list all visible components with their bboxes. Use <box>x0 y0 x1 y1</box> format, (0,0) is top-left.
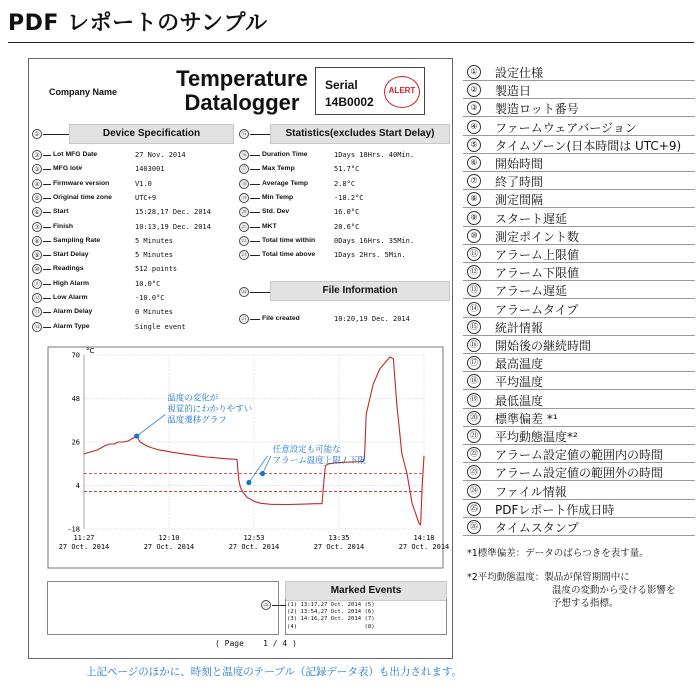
legend-text: 開始時間 <box>495 157 544 171</box>
annotation-text: 温度遷移グラフ <box>167 415 227 426</box>
spec-label: Finish <box>53 222 74 230</box>
marker-1: ① <box>32 129 42 139</box>
spec-value: 10.0°C <box>135 279 161 288</box>
file-info-header: File Information <box>270 281 450 301</box>
legend-number: ⑫ <box>467 265 481 279</box>
x-tick-date: 27 Oct. 2014 <box>228 543 280 551</box>
legend-item <box>463 391 695 409</box>
legend-text: アラームタイプ <box>495 302 579 317</box>
x-tick-time: 12:53 <box>243 534 265 542</box>
stat-label: Total time above <box>262 251 316 259</box>
row-marker: ⑰ <box>240 166 247 174</box>
legend-number: ② <box>467 83 481 97</box>
stat-value: 16.0°C <box>334 208 360 217</box>
legend-text: スタート遅延 <box>495 211 568 226</box>
legend-text: アラーム設定値の範囲内の時間 <box>495 448 664 463</box>
row-marker: ⑨ <box>32 250 42 260</box>
event-line: (2) 13:54,27 Oct. 2014 (6) <box>287 609 375 616</box>
legend-text: 標準偏差 *¹ <box>495 411 558 426</box>
footer-note: 上記ページのほかに、時刻と温度のテーブル（記録データ表）も出力されます。 <box>86 666 463 678</box>
x-tick-time: 14:18 <box>413 534 435 542</box>
leader-line <box>250 292 270 293</box>
legend-number: ⑬ <box>467 283 481 297</box>
y-tick-label: 48 <box>71 395 80 403</box>
spec-value: 15:28,17 Dec. 2014 <box>135 208 211 217</box>
legend-number: ③ <box>467 101 481 115</box>
leader-line <box>250 241 260 242</box>
legend-text: 設定仕様 <box>495 66 544 80</box>
marker-26: ㉖ <box>262 602 269 609</box>
legend-number: ㉓ <box>467 465 481 479</box>
legend-item <box>463 463 695 481</box>
marker-25: ㉕ <box>240 316 247 323</box>
legend-item <box>463 63 695 81</box>
event-line: (1) 13:17,27 Oct. 2014 (5) <box>287 602 375 608</box>
legend-number: ⑳ <box>467 411 481 425</box>
row-marker: ㉓ <box>240 252 247 260</box>
leader-line <box>43 169 51 170</box>
legend-item <box>463 154 695 172</box>
annotation-text: アラーム温度上限 / 下限 <box>272 455 366 466</box>
legend-number: ⑯ <box>467 338 481 352</box>
row-marker: ⑫ <box>33 295 40 302</box>
spec-label: Start <box>53 208 69 216</box>
file-created-label: File created <box>262 315 300 322</box>
alert-badge <box>384 76 420 108</box>
legend-item <box>463 245 695 263</box>
legend-number: ⑮ <box>467 320 481 334</box>
row-marker: ⑪ <box>33 280 40 288</box>
legend-number: ① <box>467 65 481 79</box>
leader-line <box>43 134 69 135</box>
legend-text: 平均温度 <box>495 375 544 390</box>
serial-value: 14B0002 <box>325 95 374 109</box>
spec-value: 5 Minutes <box>135 251 173 260</box>
event-line: (3) 14:16,27 Oct. 2014 (7) <box>287 616 375 623</box>
leader-line <box>250 198 260 199</box>
legend-text: ファームウェアバージョン <box>495 120 637 135</box>
legend-text: アラーム下限値 <box>495 266 580 281</box>
legend-item <box>463 336 695 354</box>
leader-line <box>250 134 270 135</box>
legend-number: ㉑ <box>467 429 481 443</box>
serial-box <box>315 67 425 115</box>
legend-text: 製造ロット番号 <box>495 102 579 117</box>
legend-item <box>463 445 695 463</box>
report-title-line1: Temperature <box>176 66 308 91</box>
leader-line <box>272 605 286 606</box>
leader-line <box>250 169 260 170</box>
report-title <box>167 67 317 115</box>
annotation-pointer <box>263 456 272 474</box>
row-marker: ⑲ <box>240 194 247 202</box>
annotation-text: 温度の変化が <box>167 393 219 404</box>
row-marker: ⑱ <box>240 180 247 188</box>
legend-item <box>463 518 695 536</box>
leader-line <box>43 184 51 185</box>
x-tick-time: 12:10 <box>158 534 180 542</box>
leader-line <box>250 184 260 185</box>
legend-number: ⑲ <box>467 393 481 407</box>
spec-value: -10.0°C <box>135 294 165 302</box>
legend-number: ㉒ <box>467 447 481 461</box>
serial-label: Serial <box>325 78 358 92</box>
leader-line <box>43 284 51 285</box>
spec-value: 27 Nov. 2014 <box>135 151 186 159</box>
stat-value: 1Days 18Hrs. 40Min. <box>334 151 415 159</box>
legend-number: ⑦ <box>467 174 481 188</box>
marker-24: ㉔ <box>240 289 247 296</box>
legend-item <box>463 372 695 390</box>
leader-line <box>250 212 260 213</box>
spec-label: Lot MFG Date <box>53 151 98 158</box>
spec-label: MFG lot# <box>53 165 83 173</box>
leader-line <box>43 255 51 256</box>
legend-number: ④ <box>467 120 481 134</box>
row-marker: ② <box>32 150 42 160</box>
stat-label: Total time within <box>262 236 316 244</box>
legend-number: ⑤ <box>467 138 481 152</box>
legend-text: 測定ポイント数 <box>495 229 580 244</box>
legend-item <box>463 227 695 245</box>
row-marker: ⑧ <box>32 236 42 246</box>
row-marker: ⑤ <box>32 193 42 203</box>
event-line: (4) (8) <box>287 623 375 630</box>
x-tick-time: 13:35 <box>328 534 350 542</box>
legend-item <box>463 190 695 208</box>
spec-value: 5 Minutes <box>135 236 173 245</box>
legend-item <box>463 500 695 518</box>
x-tick-date: 27 Oct. 2014 <box>313 543 365 551</box>
leader-line <box>43 227 51 228</box>
note-1: *1標準偏差：データのばらつきを表す量。 <box>467 548 649 559</box>
spec-label: High Alarm <box>53 279 90 287</box>
spec-label: Alarm Delay <box>53 308 93 316</box>
legend-text: アラーム遅延 <box>495 284 568 299</box>
legend-number: ㉕ <box>467 502 481 516</box>
legend-number: ㉔ <box>467 484 481 498</box>
stat-label: Std. Dev <box>262 208 290 216</box>
legend-text: タイムスタンプ <box>495 521 579 535</box>
spec-label: Readings <box>53 265 84 273</box>
spec-value: 512 points <box>135 265 178 274</box>
legend-item <box>463 172 695 190</box>
annotation-text: 任意設定も可能な <box>272 444 341 455</box>
stat-value: -18.2°C <box>334 193 364 202</box>
row-marker: ㉑ <box>240 223 247 231</box>
legend-number: ⑥ <box>467 156 481 170</box>
company-name: Company Name <box>49 87 118 97</box>
legend-text: ファイル情報 <box>495 484 567 499</box>
statistics-header: Statistics(excludes Start Delay) <box>270 124 450 144</box>
row-marker: ⑥ <box>32 207 42 217</box>
note-2-line2: 温度の変動から受ける影響を <box>552 585 676 596</box>
device-spec-header: Device Specification <box>69 124 234 144</box>
marked-events-header: Marked Events <box>285 581 447 601</box>
legend-number: ⑪ <box>467 247 481 261</box>
legend-item <box>463 81 695 99</box>
stat-value: 51.7°C <box>334 165 360 174</box>
row-marker: ⑬ <box>33 309 40 317</box>
legend-number: ⑰ <box>467 356 481 370</box>
file-created-value: 10:20,19 Dec. 2014 <box>334 315 410 323</box>
x-tick-date: 27 Oct. 2014 <box>58 543 110 551</box>
legend-item <box>463 354 695 372</box>
legend-item <box>463 118 695 136</box>
legend-item <box>463 209 695 227</box>
leader-line <box>43 312 51 313</box>
stat-label: Min Temp <box>262 193 294 201</box>
legend-number: ⑱ <box>467 374 481 388</box>
legend-item <box>463 281 695 299</box>
page-title: PDF レポートのサンプル <box>8 11 268 36</box>
leader-line <box>43 155 51 156</box>
legend-number: ⑧ <box>467 192 481 206</box>
y-tick-label: -18 <box>67 525 80 534</box>
row-marker: ⑦ <box>32 222 42 232</box>
legend-item <box>463 409 695 427</box>
leader-line <box>43 241 51 242</box>
leader-line <box>43 269 51 270</box>
marked-events-empty-box <box>47 581 279 635</box>
legend-text: 最高温度 <box>495 357 544 372</box>
note-2-line3: 予想する指標。 <box>552 598 619 609</box>
legend-text: 開始後の継続時間 <box>495 339 592 353</box>
legend-text: 平均動態温度*² <box>495 430 578 444</box>
row-marker: ⑭ <box>33 323 40 331</box>
leader-line <box>43 298 51 299</box>
note-2-line1: *2平均動態温度：製品が保管期間中に <box>467 572 630 583</box>
leader-line <box>43 212 51 213</box>
leader-line <box>250 155 260 156</box>
leader-line <box>250 227 260 228</box>
stat-label: Duration Time <box>262 151 308 158</box>
annotation-pointer <box>137 414 166 436</box>
x-tick-date: 27 Oct. 2014 <box>398 543 450 551</box>
title-underline <box>8 42 694 43</box>
leader-line <box>250 319 260 320</box>
legend-item <box>463 263 695 281</box>
legend-item <box>463 300 695 318</box>
spec-value: 1403001 <box>135 165 165 174</box>
legend-item <box>463 136 695 154</box>
spec-label: Start Delay <box>53 251 89 259</box>
x-tick-time: 11:27 <box>73 534 95 542</box>
stat-label: Max Temp <box>262 165 295 173</box>
y-tick-label: 26 <box>71 438 80 447</box>
legend-item <box>463 482 695 500</box>
legend-text: PDFレポート作成日時 <box>495 502 615 517</box>
row-marker: ㉒ <box>240 237 247 245</box>
legend-text: 統計情報 <box>495 320 544 335</box>
spec-value: V1.0 <box>135 179 152 188</box>
legend-text: 終了時間 <box>495 175 544 190</box>
y-tick-label: 70 <box>71 351 80 360</box>
stat-label: MKT <box>262 222 277 230</box>
legend-number: ⑨ <box>467 211 481 225</box>
legend-item <box>463 318 695 336</box>
marker-15: ⑮ <box>240 131 247 138</box>
legend-number: ㉖ <box>467 520 481 534</box>
spec-label: Low Alarm <box>53 294 88 301</box>
report-title-line2: Datalogger <box>184 90 300 115</box>
report-page <box>28 58 453 659</box>
spec-label: Alarm Type <box>53 322 90 330</box>
spec-value: 0 Minutes <box>135 308 173 317</box>
legend-text: タイムゾーン(日本時間は UTC+9) <box>495 138 682 153</box>
spec-label: Sampling Rate <box>53 236 101 244</box>
y-axis-label: °C <box>86 347 95 355</box>
leader-line <box>250 255 260 256</box>
legend-text: 測定間隔 <box>495 193 544 208</box>
legend-text: 製造日 <box>495 84 532 99</box>
leader-line <box>43 327 51 328</box>
alert-label: ALERT <box>388 86 416 95</box>
row-marker: ④ <box>32 179 42 189</box>
spec-label: Firmware version <box>53 179 110 187</box>
spec-value: 10:13,19 Dec. 2014 <box>135 222 211 231</box>
page-indicator: ( Page 1 / 4 ) <box>215 639 297 648</box>
x-tick-date: 27 Oct. 2014 <box>143 543 195 551</box>
stat-value: 0Days 16Hrs. 35Min. <box>334 236 415 245</box>
stat-value: 20.6°C <box>334 222 360 231</box>
spec-value: Single event <box>135 322 186 331</box>
row-marker: ⑯ <box>240 152 247 159</box>
row-marker: ③ <box>32 164 42 174</box>
y-tick-label: 4 <box>75 482 80 490</box>
row-marker: ⑳ <box>240 209 247 217</box>
spec-label: Original time zone <box>53 193 112 201</box>
temperature-chart <box>29 341 452 571</box>
row-marker: ⑩ <box>32 264 42 274</box>
stat-label: Average Temp <box>262 179 309 187</box>
legend-text: アラーム上限値 <box>495 248 580 262</box>
legend-number: ⑩ <box>467 229 481 243</box>
stat-value: 1Days 2Hrs. 5Min. <box>334 251 406 260</box>
legend-item <box>463 99 695 117</box>
legend-text: 最低温度 <box>495 393 544 408</box>
legend-number: ⑭ <box>467 302 481 316</box>
annotation-text: 視覚的にわかりやすい <box>167 404 253 415</box>
spec-value: UTC+9 <box>135 193 157 202</box>
legend-item <box>463 427 695 445</box>
leader-line <box>43 198 51 199</box>
stat-value: 2.8°C <box>334 179 356 188</box>
legend-text: アラーム設定値の範囲外の時間 <box>495 466 664 481</box>
